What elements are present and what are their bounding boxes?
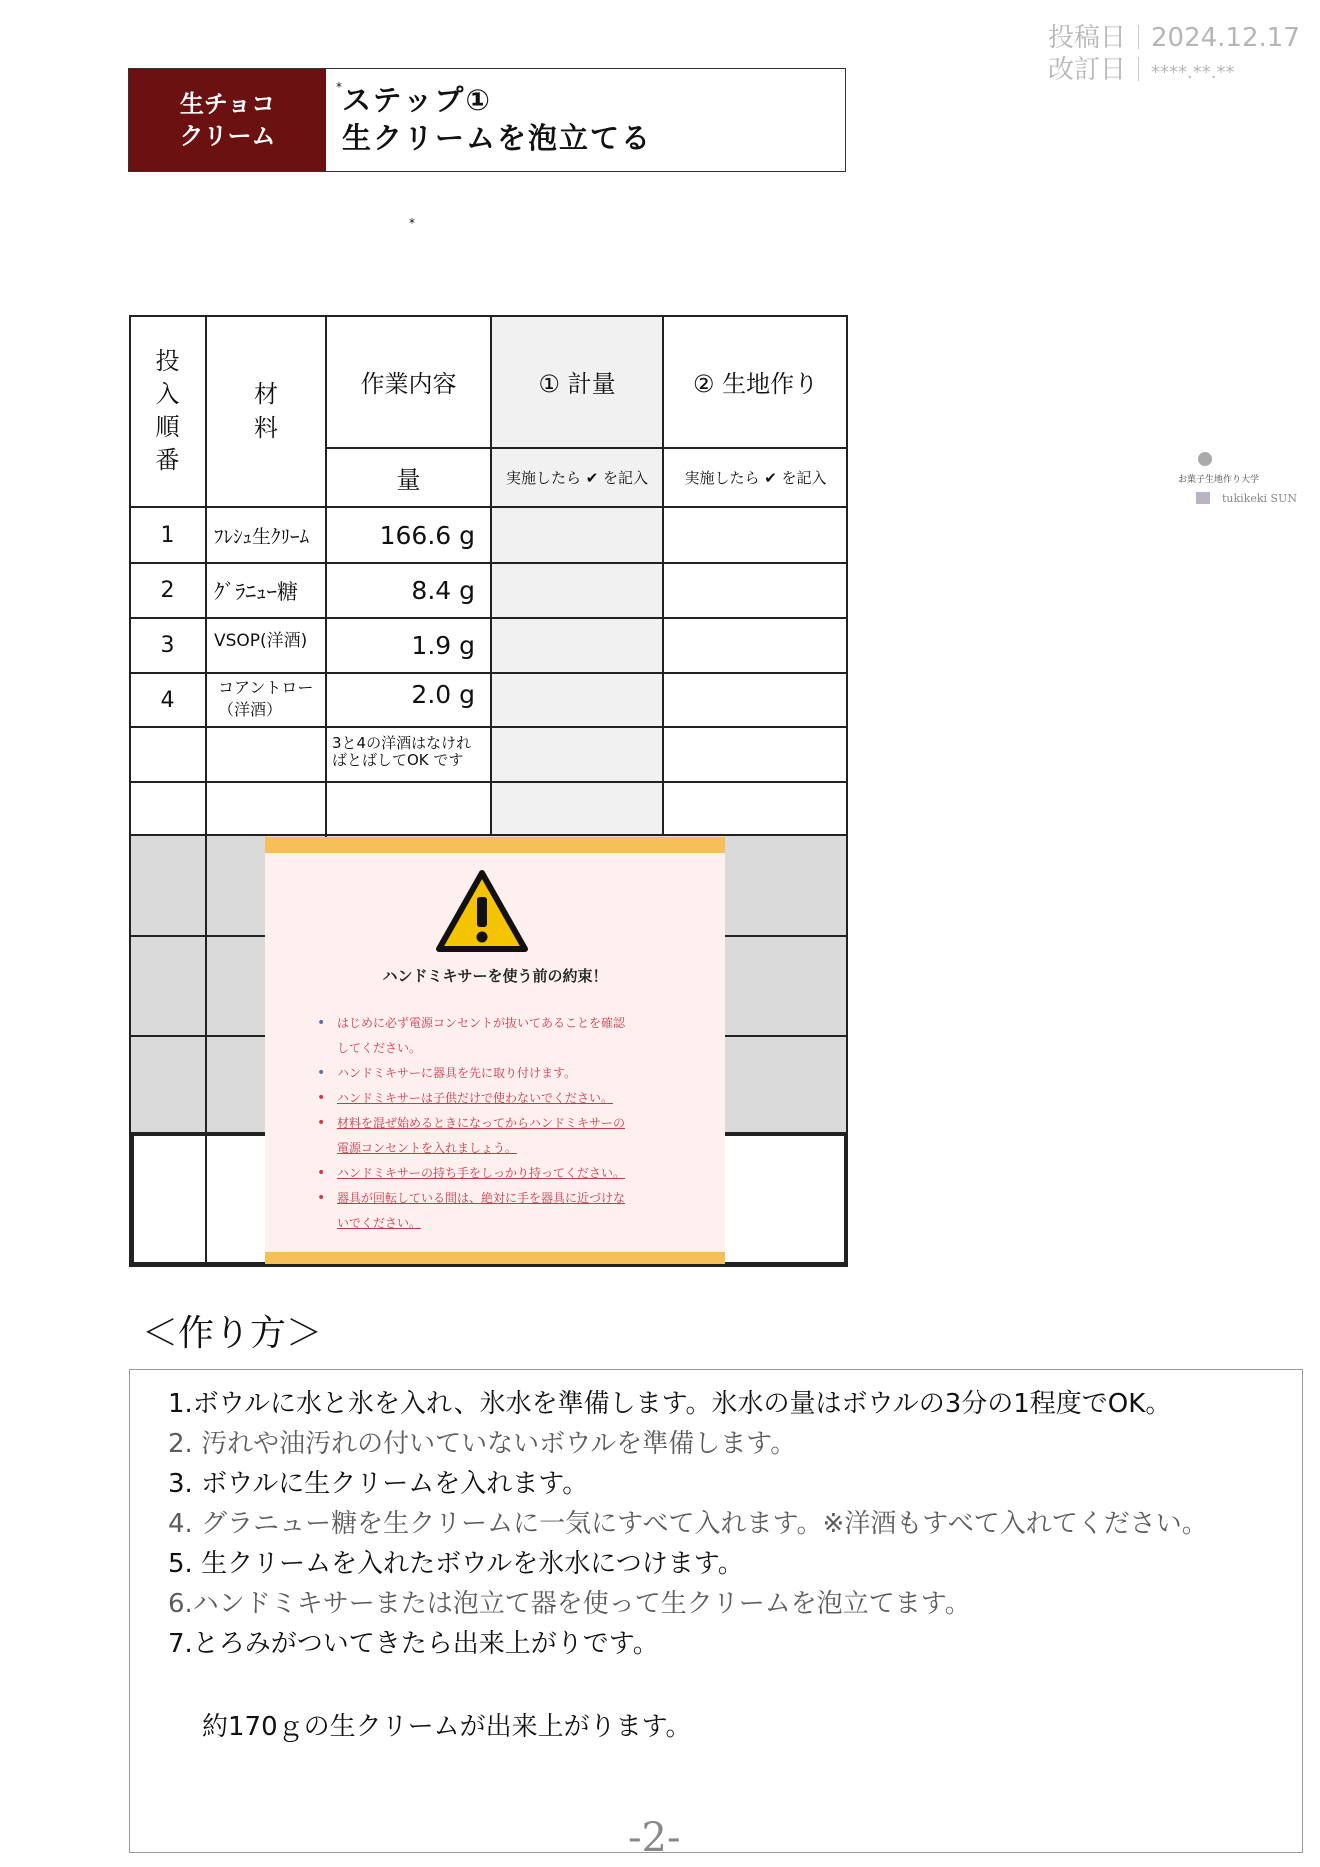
warning-title: ハンドミキサーを使う前の約束！ xyxy=(382,967,608,985)
logo-text-japanese: お菓子生地作り大学 xyxy=(1178,475,1260,485)
howto-step: 7.とろみがついてきたら出来上がりです。 xyxy=(168,1629,659,1659)
header-material-char: 材 xyxy=(254,380,278,408)
separator xyxy=(1138,25,1139,49)
category-badge xyxy=(129,69,326,171)
warning-list xyxy=(317,1011,687,1236)
posted-label: 投稿日 xyxy=(1048,23,1127,53)
category-line1: 生チョコ xyxy=(179,90,276,118)
category-line2: クリーム xyxy=(179,122,276,150)
grid-line-bold xyxy=(129,1133,134,1267)
warning-item xyxy=(317,1061,687,1086)
row-number: 3 xyxy=(160,633,175,658)
step-label: ステップ① xyxy=(342,83,492,117)
row-amount: 2.0 g xyxy=(411,679,475,709)
revised-date-row xyxy=(1048,54,1300,89)
row-amount: 8.4 g xyxy=(411,576,475,605)
grid-line xyxy=(662,315,664,835)
recipe-header xyxy=(128,68,846,172)
grid-line xyxy=(490,315,492,835)
header-order-char: 投 xyxy=(155,347,180,375)
header-order-char: 入 xyxy=(155,380,180,408)
warning-item-line: はじめに必ず電源コンセントが抜いてあることを確認 xyxy=(337,1016,626,1030)
grid-line xyxy=(129,617,848,619)
separator xyxy=(1138,57,1139,81)
posted-date-row xyxy=(1048,22,1300,54)
howto-step: 3. ボウルに生クリームを入れます。 xyxy=(168,1469,589,1499)
grid-line xyxy=(129,315,848,317)
warning-item xyxy=(317,1011,687,1061)
date-block xyxy=(1048,22,1300,89)
howto-box xyxy=(129,1369,1303,1853)
grid-line xyxy=(846,315,848,1267)
header-measure: ① 計量 xyxy=(538,369,616,398)
warning-item xyxy=(317,1186,687,1236)
row-material: ﾌﾚｼｭ生ｸﾘｰﾑ xyxy=(214,525,310,548)
row-number: 4 xyxy=(160,687,175,713)
warning-item-line: ハンドミキサーの持ち手をしっかり持ってください。 xyxy=(337,1166,626,1180)
row-material xyxy=(206,673,326,727)
grid-line-bold xyxy=(844,1133,848,1267)
row-amount: 1.9 g xyxy=(411,631,475,660)
step-title: 生クリームを泡立てる xyxy=(342,121,653,155)
howto-result: 約170ｇの生クリームが出来上がります。 xyxy=(202,1712,692,1742)
warning-item-line: してください。 xyxy=(337,1041,422,1055)
warning-top-bar xyxy=(265,837,725,853)
grid-line xyxy=(129,781,848,783)
row-material-line2: （洋酒） xyxy=(218,700,283,719)
row-material: VSOP(洋酒) xyxy=(214,631,308,651)
header-order-char: 番 xyxy=(155,446,180,474)
logo-box-icon xyxy=(1196,492,1210,504)
header-material xyxy=(206,315,326,507)
bullet-icon: • xyxy=(317,1190,326,1206)
row-material: ｸﾞﾗﾆｭｰ糖 xyxy=(214,579,298,604)
howto-step: 5. 生クリームを入れたボウルを氷水につけます。 xyxy=(168,1549,744,1579)
warning-item-line: 材料を混ぜ始めるときになってからハンドミキサーの xyxy=(337,1116,626,1130)
header-amount: 量 xyxy=(396,465,421,494)
warning-item xyxy=(317,1161,687,1186)
bullet-icon: • xyxy=(317,1090,326,1106)
logo-text-roman: tukikeki SUN xyxy=(1222,492,1297,505)
howto-steps xyxy=(168,1384,1208,1664)
grid-line xyxy=(129,506,848,508)
hand-mixer-warning xyxy=(265,837,725,1264)
logo-circle-icon xyxy=(1198,452,1212,466)
header-check-dough: 実施したら ✔ を記入 xyxy=(684,468,827,487)
howto-step: 1.ボウルに水と氷を入れ、氷水を準備します。氷水の量はボウルの3分の1程度でOK。 xyxy=(168,1389,1172,1419)
bullet-icon: • xyxy=(317,1165,326,1181)
howto-heading: ＜作り方＞ xyxy=(142,1313,323,1354)
star-mark: * xyxy=(336,80,344,94)
grid-line xyxy=(129,672,848,674)
note-line1: 3と4の洋酒はなけれ xyxy=(332,734,472,752)
howto-step: 4. グラニュー糖を生クリームに一気にすべて入れます。※洋酒もすべて入れてください。 xyxy=(168,1509,1208,1539)
row-number: 1 xyxy=(160,522,175,548)
grid-line xyxy=(129,726,848,728)
header-order-char: 順 xyxy=(155,413,180,441)
warning-item-line: ハンドミキサーに器具を先に取り付けます。 xyxy=(337,1066,577,1080)
bullet-icon: • xyxy=(317,1115,326,1131)
revised-value: ****.**.** xyxy=(1151,62,1235,83)
grid-line xyxy=(129,562,848,564)
note-line2: ばとばしてOK です xyxy=(332,751,464,769)
warning-item-line: 電源コンセントを入れましょう。 xyxy=(337,1141,518,1155)
step-title-box xyxy=(326,69,845,171)
warning-item xyxy=(317,1111,687,1161)
warning-triangle-icon xyxy=(435,869,529,953)
header-check-measure: 実施したら ✔ を記入 xyxy=(505,468,649,487)
revised-label: 改訂日 xyxy=(1048,55,1127,85)
warning-bottom-bar xyxy=(265,1252,725,1264)
grid-line xyxy=(129,315,131,1267)
grid-line xyxy=(205,315,207,1267)
howto-step: 6.ハンドミキサーまたは泡立て器を使って生クリームを泡立てます。 xyxy=(168,1589,971,1619)
warning-item-line: いでください。 xyxy=(337,1216,422,1230)
grid-line xyxy=(325,447,848,449)
row-number: 2 xyxy=(160,578,175,603)
grid-line xyxy=(129,834,848,836)
bullet-icon: • xyxy=(317,1065,326,1081)
stray-mark: * xyxy=(409,216,415,230)
row-material-line1: コアントロー xyxy=(218,678,314,697)
howto-step: 2. 汚れや油汚れの付いていないボウルを準備します。 xyxy=(168,1429,797,1459)
row-amount: 166.6 g xyxy=(379,520,475,550)
header-work: 作業内容 xyxy=(360,369,457,398)
note xyxy=(332,735,502,775)
warning-item xyxy=(317,1086,687,1111)
header-order xyxy=(129,315,206,507)
page-number: -2- xyxy=(628,1815,681,1861)
header-dough: ② 生地作り xyxy=(692,369,819,398)
posted-value: 2024.12.17 xyxy=(1151,23,1300,53)
warning-item-line: 器具が回転している間は、絶対に手を器具に近づけな xyxy=(337,1191,626,1205)
header-material-char: 料 xyxy=(254,414,278,442)
school-logo xyxy=(1178,452,1297,512)
warning-item-line: ハンドミキサーは子供だけで使わないでください。 xyxy=(337,1091,614,1105)
bullet-icon: • xyxy=(317,1015,326,1031)
